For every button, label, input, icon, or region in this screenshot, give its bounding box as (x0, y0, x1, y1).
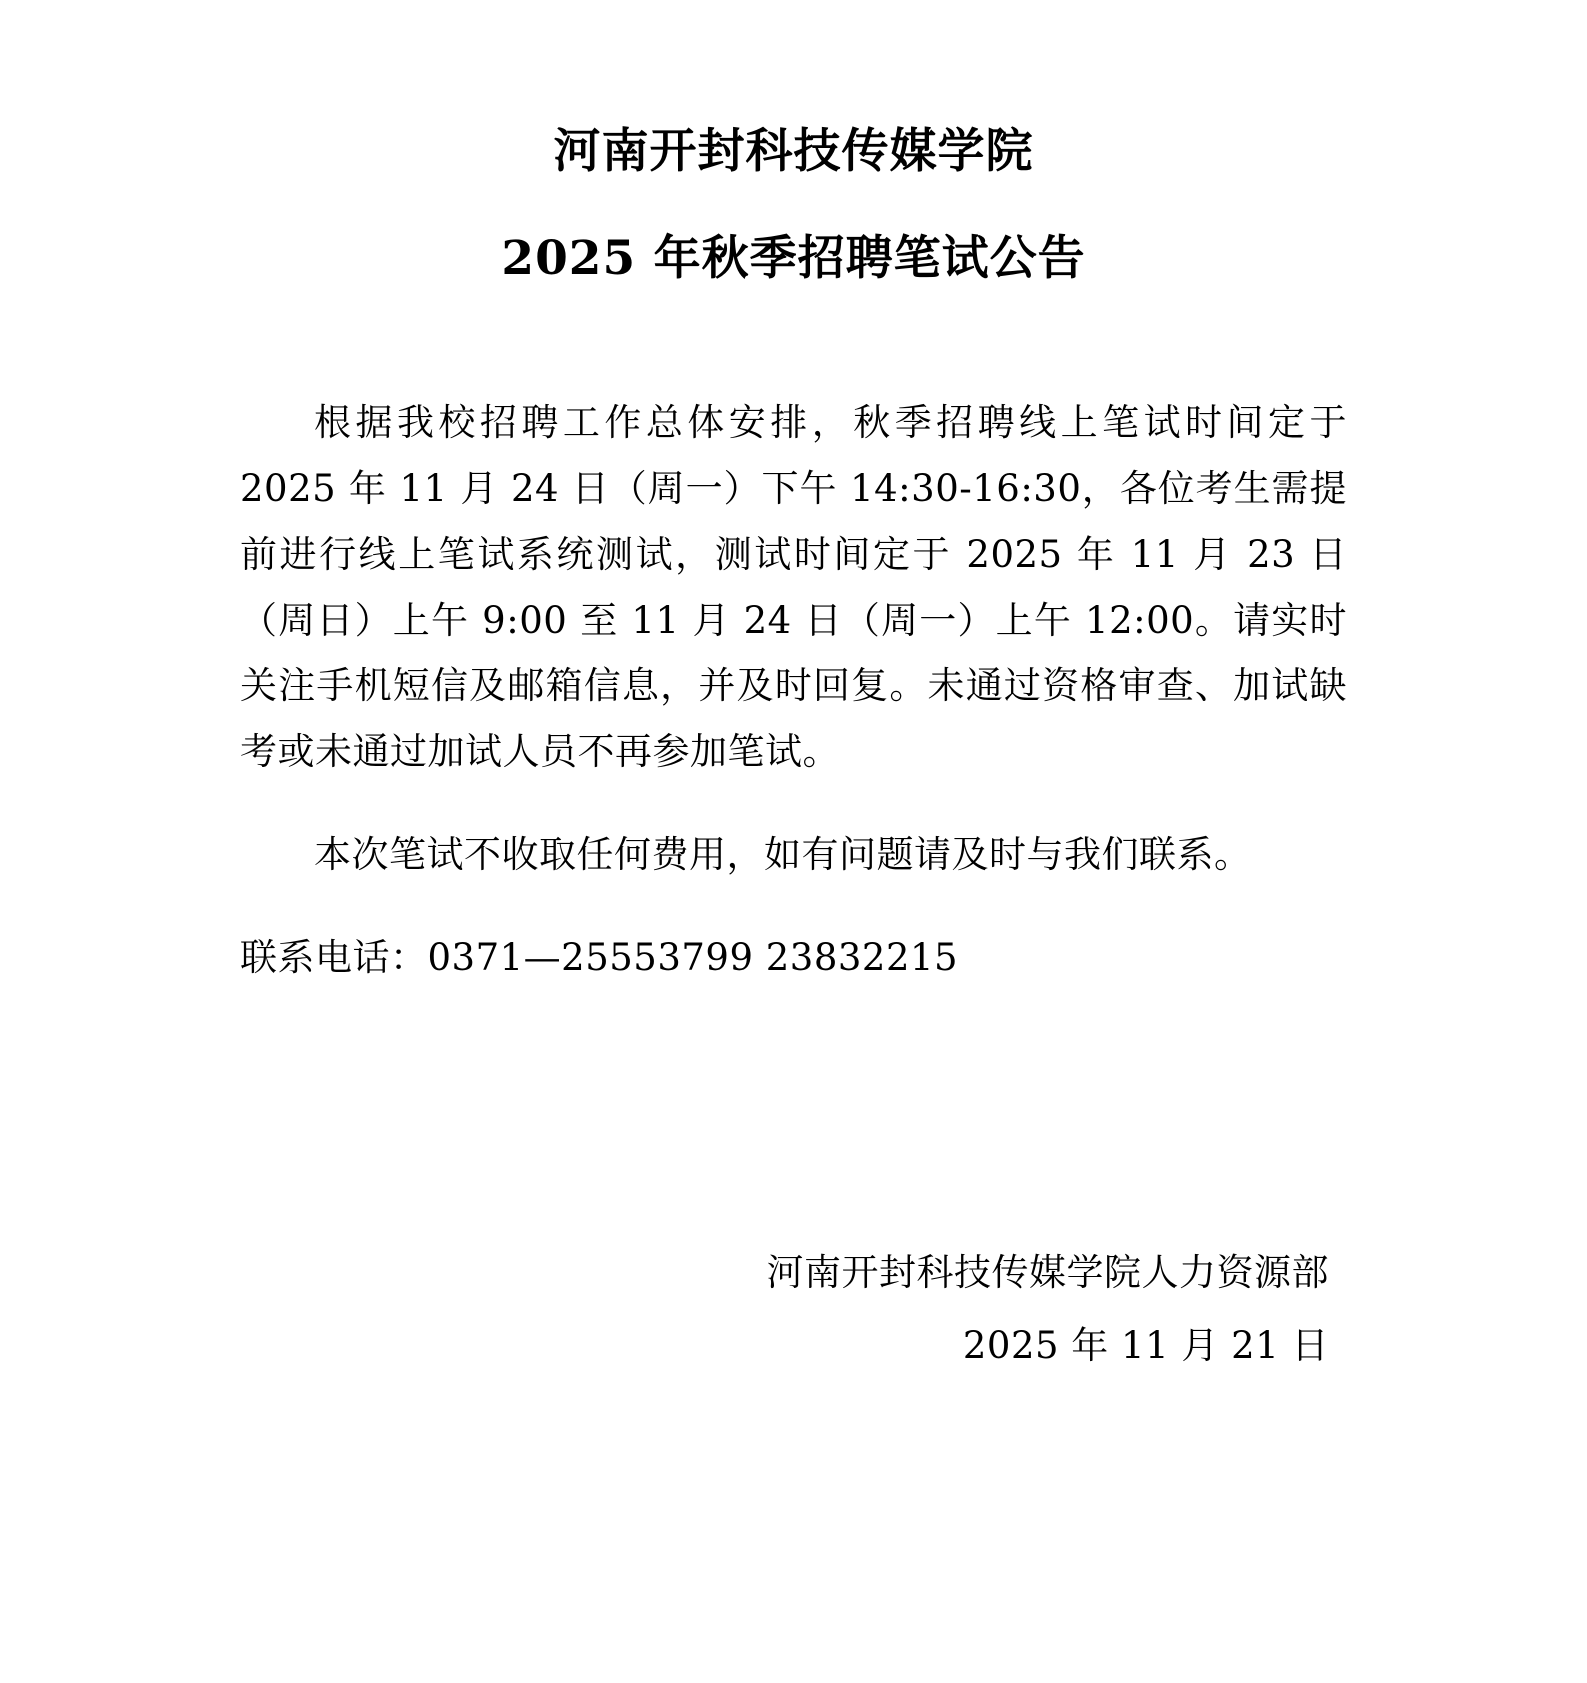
paragraph-fee-notice: 本次笔试不收取任何费用，如有问题请及时与我们联系。 (314, 833, 1252, 877)
signature-date: 2025 年 11 月 21 日 (962, 1323, 1329, 1367)
paragraph-notice-schedule: 根据我校招聘工作总体安排，秋季招聘线上笔试时间定于 2025 年 11 月 24 日（周一）下午 14:30-16:30，各位考生需提前进行线上笔试系统测试，测试时间定于 2025 年 11 月 23 日（周日）上午 9:00 至 11 月 24 日（周一）上午 12:00。请实时关注手机短信及邮箱信息，并及时回复。未通过资格审查、加试缺考或未通过加试人员不再参加笔试。 (240, 401, 1347, 774)
signature-block (240, 1241, 1347, 1379)
signature-department: 河南开封科技传媒学院人力资源部 (766, 1250, 1329, 1294)
document-body (240, 390, 1347, 991)
document-title-line-1: 河南开封科技传媒学院 (553, 124, 1034, 179)
document-title-line-2: 2025 年秋季招聘笔试公告 (501, 231, 1086, 286)
contact-phone-line: 联系电话：0371—25553799 23832215 (240, 936, 959, 980)
